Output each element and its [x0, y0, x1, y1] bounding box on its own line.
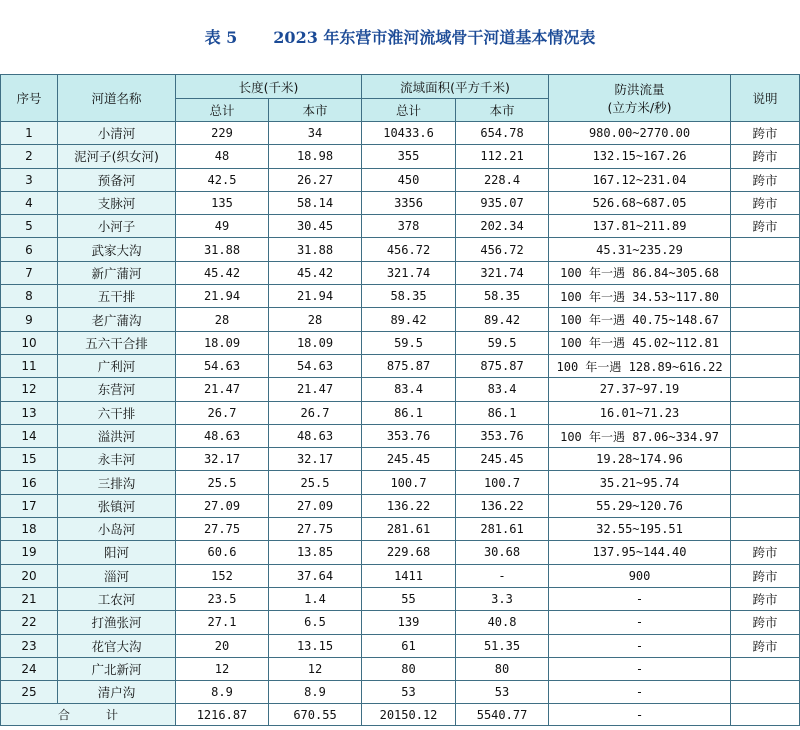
row-river-name: 小清河	[58, 122, 176, 145]
row-area-total: 450	[362, 168, 456, 191]
row-flood: 526.68~687.05	[549, 191, 731, 214]
row-seq: 19	[1, 541, 58, 564]
table-row	[1, 587, 800, 610]
row-area-city: 228.4	[456, 168, 549, 191]
row-river-name: 阳河	[58, 541, 176, 564]
header-note: 说明	[731, 75, 800, 122]
row-area-city: 456.72	[456, 238, 549, 261]
row-length-total: 49	[176, 215, 269, 238]
row-length-total: 27.1	[176, 611, 269, 634]
row-flood: 100 年一遇 87.06~334.97	[549, 424, 731, 447]
row-seq: 10	[1, 331, 58, 354]
row-note	[731, 471, 800, 494]
header-length: 长度(千米)	[176, 75, 362, 99]
row-length-city: 26.7	[269, 401, 362, 424]
row-length-city: 54.63	[269, 354, 362, 377]
row-note	[731, 401, 800, 424]
row-length-city: 12	[269, 657, 362, 680]
row-length-city: 18.98	[269, 145, 362, 168]
total-label: 合 计	[1, 704, 176, 726]
table-body	[1, 122, 800, 704]
row-river-name: 泥河子(织女河)	[58, 145, 176, 168]
row-length-city: 31.88	[269, 238, 362, 261]
row-note	[731, 285, 800, 308]
row-note: 跨市	[731, 611, 800, 634]
row-river-name: 老广蒲沟	[58, 308, 176, 331]
total-length-city: 670.55	[269, 704, 362, 726]
row-area-city: 281.61	[456, 518, 549, 541]
row-length-total: 54.63	[176, 354, 269, 377]
row-note	[731, 354, 800, 377]
row-area-total: 3356	[362, 191, 456, 214]
row-seq: 23	[1, 634, 58, 657]
table-row	[1, 331, 800, 354]
header-length-total: 总计	[176, 99, 269, 122]
row-length-total: 18.09	[176, 331, 269, 354]
row-river-name: 永丰河	[58, 448, 176, 471]
row-area-total: 83.4	[362, 378, 456, 401]
row-river-name: 工农河	[58, 587, 176, 610]
row-seq: 20	[1, 564, 58, 587]
header-flood	[549, 75, 731, 122]
table-row	[1, 611, 800, 634]
row-river-name: 打渔张河	[58, 611, 176, 634]
row-area-city: 3.3	[456, 587, 549, 610]
row-area-total: 378	[362, 215, 456, 238]
total-row	[1, 704, 800, 726]
row-note: 跨市	[731, 541, 800, 564]
row-length-city: 45.42	[269, 261, 362, 284]
row-length-city: 37.64	[269, 564, 362, 587]
row-length-total: 229	[176, 122, 269, 145]
row-note: 跨市	[731, 191, 800, 214]
table-row	[1, 122, 800, 145]
row-note	[731, 681, 800, 704]
row-area-total: 59.5	[362, 331, 456, 354]
row-note	[731, 448, 800, 471]
table-row	[1, 168, 800, 191]
row-area-total: 55	[362, 587, 456, 610]
row-note	[731, 331, 800, 354]
row-note	[731, 261, 800, 284]
table-row	[1, 145, 800, 168]
row-seq: 4	[1, 191, 58, 214]
row-seq: 17	[1, 494, 58, 517]
row-river-name: 广北新河	[58, 657, 176, 680]
row-area-total: 139	[362, 611, 456, 634]
row-seq: 1	[1, 122, 58, 145]
total-length-total: 1216.87	[176, 704, 269, 726]
row-length-city: 8.9	[269, 681, 362, 704]
table-row	[1, 401, 800, 424]
row-area-city: 51.35	[456, 634, 549, 657]
row-length-city: 21.94	[269, 285, 362, 308]
row-flood: 45.31~235.29	[549, 238, 731, 261]
row-seq: 6	[1, 238, 58, 261]
row-note	[731, 657, 800, 680]
row-seq: 22	[1, 611, 58, 634]
header-name: 河道名称	[58, 75, 176, 122]
row-flood: 100 年一遇 34.53~117.80	[549, 285, 731, 308]
row-length-city: 27.75	[269, 518, 362, 541]
row-area-city: 654.78	[456, 122, 549, 145]
row-area-city: -	[456, 564, 549, 587]
header-area-total: 总计	[362, 99, 456, 122]
row-seq: 9	[1, 308, 58, 331]
row-river-name: 东营河	[58, 378, 176, 401]
row-river-name: 五六干合排	[58, 331, 176, 354]
river-table	[0, 74, 800, 726]
table-footer	[1, 704, 800, 726]
row-flood: 19.28~174.96	[549, 448, 731, 471]
row-area-total: 321.74	[362, 261, 456, 284]
row-note: 跨市	[731, 145, 800, 168]
table-row	[1, 541, 800, 564]
row-river-name: 武家大沟	[58, 238, 176, 261]
row-length-total: 27.09	[176, 494, 269, 517]
row-area-city: 321.74	[456, 261, 549, 284]
row-area-total: 355	[362, 145, 456, 168]
row-length-total: 60.6	[176, 541, 269, 564]
row-area-city: 40.8	[456, 611, 549, 634]
row-area-city: 58.35	[456, 285, 549, 308]
row-flood: 100 年一遇 45.02~112.81	[549, 331, 731, 354]
row-length-city: 21.47	[269, 378, 362, 401]
row-note	[731, 518, 800, 541]
table-row	[1, 378, 800, 401]
row-seq: 2	[1, 145, 58, 168]
row-area-city: 83.4	[456, 378, 549, 401]
row-river-name: 五干排	[58, 285, 176, 308]
table-row	[1, 424, 800, 447]
row-flood: 100 年一遇 128.89~616.22	[549, 354, 731, 377]
row-note	[731, 424, 800, 447]
total-area-city: 5540.77	[456, 704, 549, 726]
row-area-total: 245.45	[362, 448, 456, 471]
row-area-city: 875.87	[456, 354, 549, 377]
row-area-total: 53	[362, 681, 456, 704]
row-flood: 100 年一遇 40.75~148.67	[549, 308, 731, 331]
row-river-name: 预备河	[58, 168, 176, 191]
total-flood: -	[549, 704, 731, 726]
row-length-total: 27.75	[176, 518, 269, 541]
row-length-city: 27.09	[269, 494, 362, 517]
row-length-city: 13.85	[269, 541, 362, 564]
row-area-city: 30.68	[456, 541, 549, 564]
row-area-total: 10433.6	[362, 122, 456, 145]
table-row	[1, 238, 800, 261]
row-river-name: 溢洪河	[58, 424, 176, 447]
row-length-total: 12	[176, 657, 269, 680]
row-seq: 14	[1, 424, 58, 447]
row-river-name: 支脉河	[58, 191, 176, 214]
row-length-total: 152	[176, 564, 269, 587]
row-seq: 15	[1, 448, 58, 471]
row-length-total: 21.47	[176, 378, 269, 401]
total-area-total: 20150.12	[362, 704, 456, 726]
row-area-city: 80	[456, 657, 549, 680]
header-flood-unit: (立方米/秒)	[607, 100, 672, 115]
row-flood: 900	[549, 564, 731, 587]
row-length-city: 1.4	[269, 587, 362, 610]
row-area-total: 100.7	[362, 471, 456, 494]
header-area-city: 本市	[456, 99, 549, 122]
row-flood: 167.12~231.04	[549, 168, 731, 191]
table-number: 表 5	[204, 27, 238, 47]
row-length-city: 18.09	[269, 331, 362, 354]
row-river-name: 淄河	[58, 564, 176, 587]
row-area-total: 80	[362, 657, 456, 680]
row-area-total: 229.68	[362, 541, 456, 564]
row-seq: 12	[1, 378, 58, 401]
row-seq: 18	[1, 518, 58, 541]
header-seq: 序号	[1, 75, 58, 122]
row-area-city: 245.45	[456, 448, 549, 471]
row-area-total: 875.87	[362, 354, 456, 377]
row-note: 跨市	[731, 122, 800, 145]
row-river-name: 六干排	[58, 401, 176, 424]
row-note: 跨市	[731, 634, 800, 657]
row-seq: 7	[1, 261, 58, 284]
row-river-name: 小岛河	[58, 518, 176, 541]
row-length-total: 48	[176, 145, 269, 168]
total-note	[731, 704, 800, 726]
row-seq: 8	[1, 285, 58, 308]
row-length-total: 8.9	[176, 681, 269, 704]
row-area-city: 59.5	[456, 331, 549, 354]
table-row	[1, 494, 800, 517]
table-row	[1, 518, 800, 541]
row-area-city: 86.1	[456, 401, 549, 424]
row-flood: 137.95~144.40	[549, 541, 731, 564]
row-area-total: 58.35	[362, 285, 456, 308]
row-flood: 16.01~71.23	[549, 401, 731, 424]
row-seq: 5	[1, 215, 58, 238]
row-note: 跨市	[731, 215, 800, 238]
row-area-city: 353.76	[456, 424, 549, 447]
row-length-total: 48.63	[176, 424, 269, 447]
row-area-city: 202.34	[456, 215, 549, 238]
row-note: 跨市	[731, 168, 800, 191]
table-title-text: 2023 年东营市淮河流域骨干河道基本情况表	[273, 27, 596, 47]
row-river-name: 三排沟	[58, 471, 176, 494]
row-flood: -	[549, 587, 731, 610]
row-flood: 100 年一遇 86.84~305.68	[549, 261, 731, 284]
row-river-name: 清户沟	[58, 681, 176, 704]
row-flood: 32.55~195.51	[549, 518, 731, 541]
row-river-name: 广利河	[58, 354, 176, 377]
row-river-name: 张镇河	[58, 494, 176, 517]
row-length-city: 58.14	[269, 191, 362, 214]
row-river-name: 新广蒲河	[58, 261, 176, 284]
row-length-total: 135	[176, 191, 269, 214]
table-row	[1, 285, 800, 308]
row-area-total: 1411	[362, 564, 456, 587]
row-area-total: 353.76	[362, 424, 456, 447]
row-note	[731, 238, 800, 261]
row-note: 跨市	[731, 587, 800, 610]
table-title	[0, 0, 800, 72]
row-area-total: 89.42	[362, 308, 456, 331]
row-note: 跨市	[731, 564, 800, 587]
row-river-name: 小河子	[58, 215, 176, 238]
row-flood: 980.00~2770.00	[549, 122, 731, 145]
row-length-total: 45.42	[176, 261, 269, 284]
table-row	[1, 308, 800, 331]
table-row	[1, 657, 800, 680]
row-length-total: 28	[176, 308, 269, 331]
row-flood: 132.15~167.26	[549, 145, 731, 168]
header-length-city: 本市	[269, 99, 362, 122]
row-seq: 13	[1, 401, 58, 424]
row-length-city: 26.27	[269, 168, 362, 191]
table-row	[1, 261, 800, 284]
row-area-total: 456.72	[362, 238, 456, 261]
table-row	[1, 471, 800, 494]
row-length-city: 30.45	[269, 215, 362, 238]
table-row	[1, 215, 800, 238]
row-seq: 16	[1, 471, 58, 494]
row-length-total: 25.5	[176, 471, 269, 494]
table-row	[1, 191, 800, 214]
row-length-city: 34	[269, 122, 362, 145]
table-row	[1, 564, 800, 587]
row-area-total: 61	[362, 634, 456, 657]
row-flood: 35.21~95.74	[549, 471, 731, 494]
row-length-city: 28	[269, 308, 362, 331]
row-flood: -	[549, 634, 731, 657]
row-length-total: 20	[176, 634, 269, 657]
row-note	[731, 378, 800, 401]
row-area-city: 89.42	[456, 308, 549, 331]
row-note	[731, 308, 800, 331]
row-area-city: 136.22	[456, 494, 549, 517]
row-seq: 11	[1, 354, 58, 377]
row-area-city: 53	[456, 681, 549, 704]
row-length-total: 23.5	[176, 587, 269, 610]
row-length-total: 42.5	[176, 168, 269, 191]
table-header	[1, 75, 800, 122]
row-flood: -	[549, 657, 731, 680]
row-length-city: 13.15	[269, 634, 362, 657]
table-row	[1, 448, 800, 471]
row-seq: 21	[1, 587, 58, 610]
row-flood: -	[549, 611, 731, 634]
row-length-total: 26.7	[176, 401, 269, 424]
row-note	[731, 494, 800, 517]
row-area-total: 136.22	[362, 494, 456, 517]
row-area-city: 100.7	[456, 471, 549, 494]
row-area-city: 112.21	[456, 145, 549, 168]
row-area-total: 86.1	[362, 401, 456, 424]
row-length-total: 32.17	[176, 448, 269, 471]
row-flood: 137.81~211.89	[549, 215, 731, 238]
row-flood: 55.29~120.76	[549, 494, 731, 517]
row-length-total: 21.94	[176, 285, 269, 308]
row-length-city: 25.5	[269, 471, 362, 494]
row-seq: 3	[1, 168, 58, 191]
header-flood-label: 防洪流量	[614, 82, 665, 97]
table-row	[1, 354, 800, 377]
row-area-total: 281.61	[362, 518, 456, 541]
row-length-city: 48.63	[269, 424, 362, 447]
table-row	[1, 681, 800, 704]
row-seq: 24	[1, 657, 58, 680]
row-length-total: 31.88	[176, 238, 269, 261]
row-area-city: 935.07	[456, 191, 549, 214]
row-flood: -	[549, 681, 731, 704]
row-flood: 27.37~97.19	[549, 378, 731, 401]
table-row	[1, 634, 800, 657]
row-length-city: 6.5	[269, 611, 362, 634]
header-area: 流域面积(平方千米)	[362, 75, 549, 99]
row-length-city: 32.17	[269, 448, 362, 471]
row-river-name: 花官大沟	[58, 634, 176, 657]
row-seq: 25	[1, 681, 58, 704]
